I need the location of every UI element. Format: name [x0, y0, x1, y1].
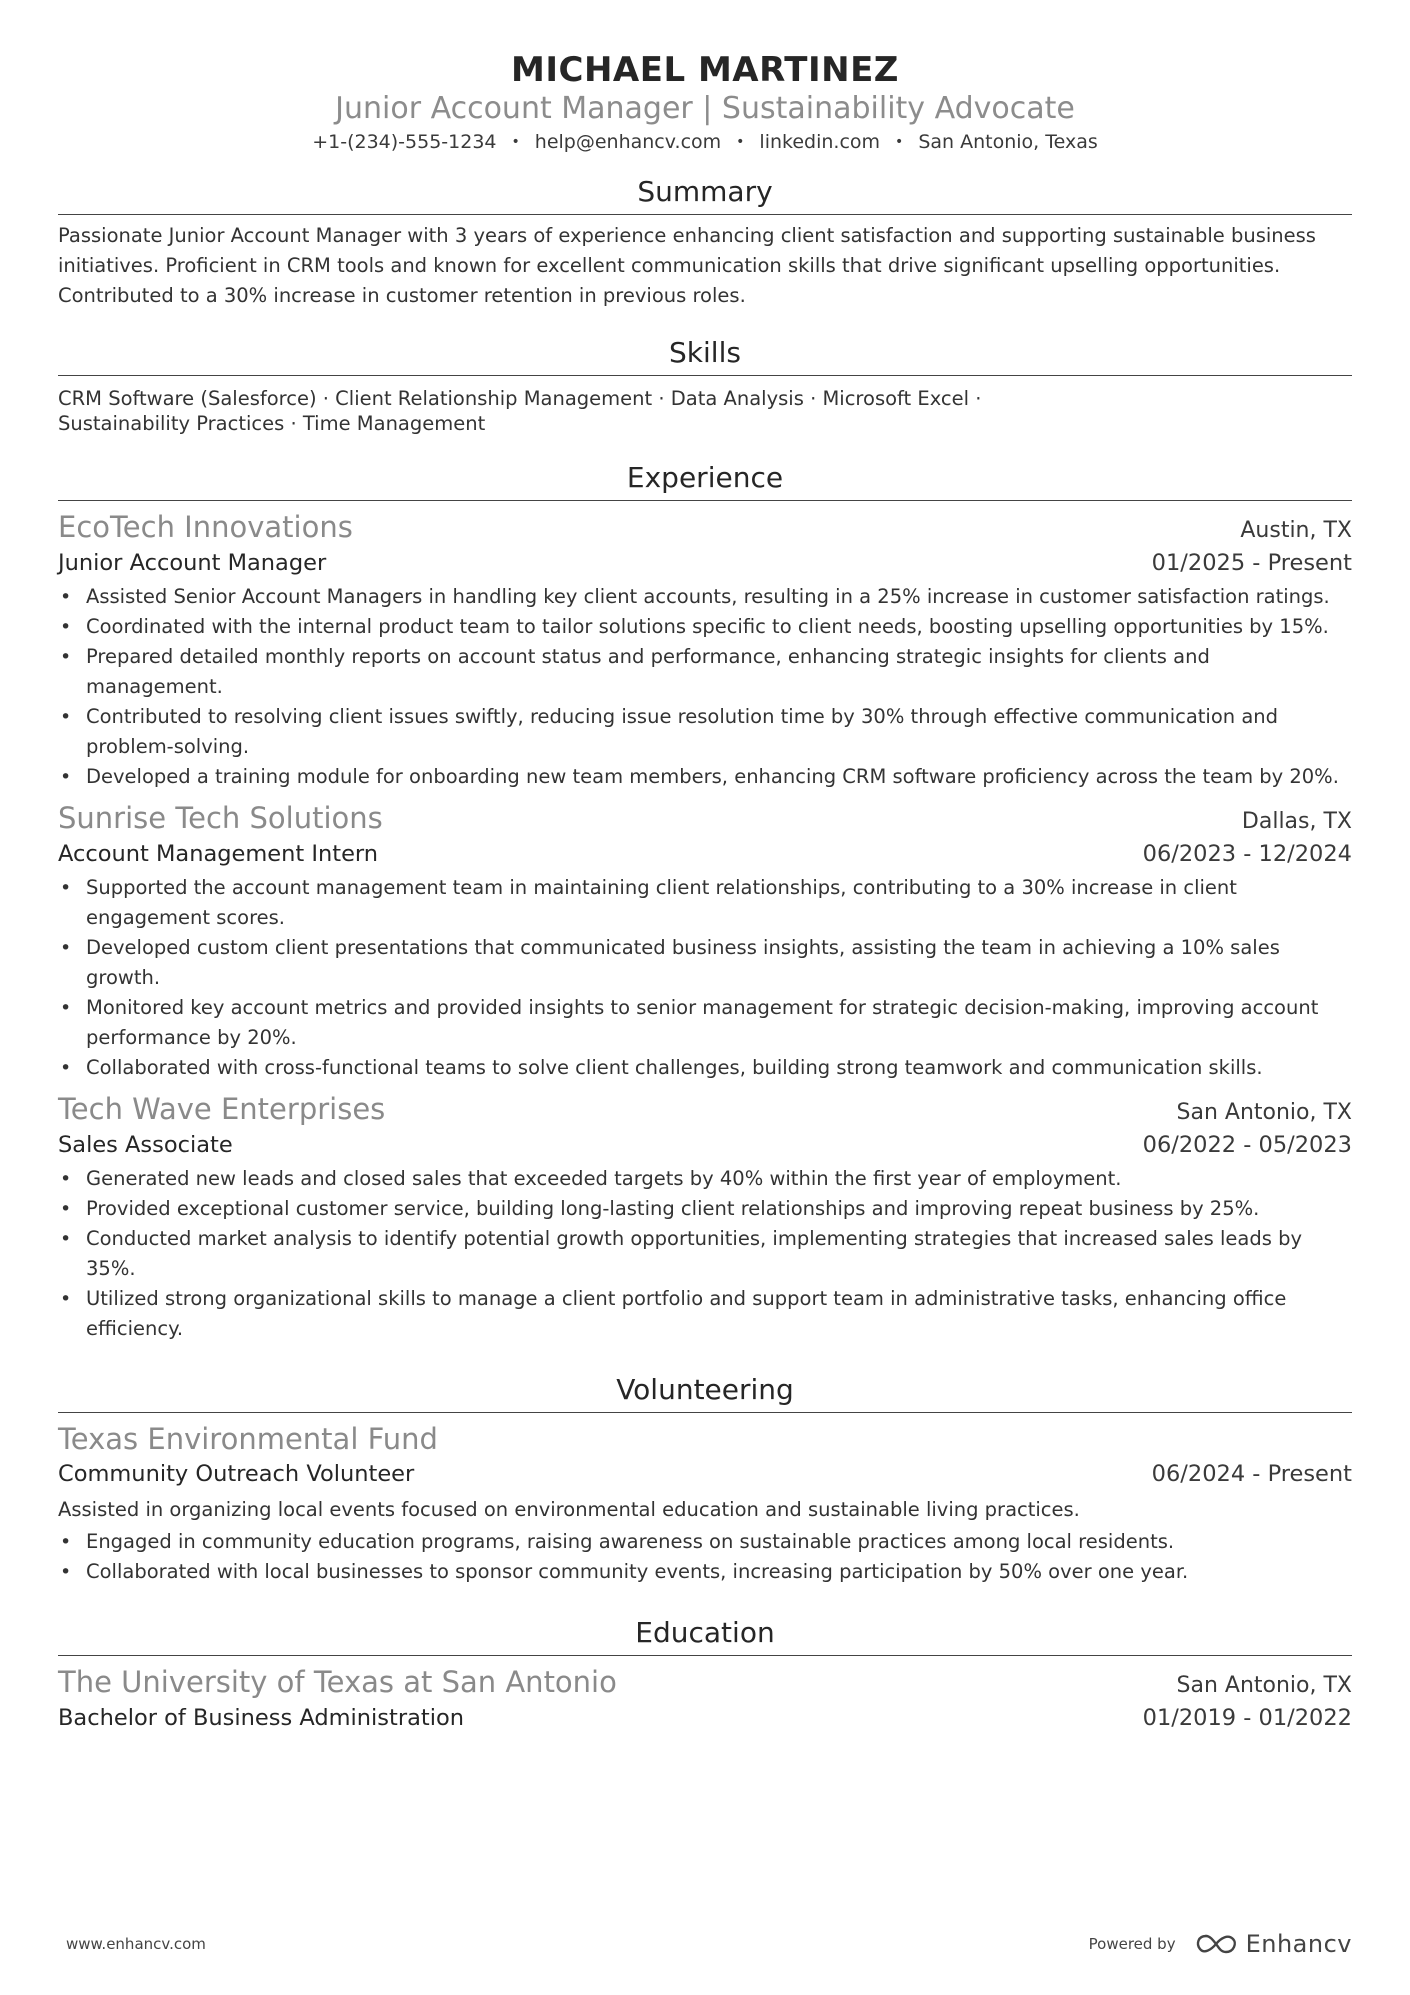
bullet-item: • Coordinated with the internal product team to tailor solutions specific to client needs, boosting upselling opportunities by 15%.: [58, 612, 1352, 642]
section-title-summary: Summary: [58, 174, 1352, 215]
job-title: Account Management Intern: [58, 841, 379, 867]
bullet-item: • Collaborated with cross-functional teams to solve client challenges, building strong teamwork and communication skills.: [58, 1053, 1352, 1083]
contact-line: [58, 129, 1352, 155]
bullet-item: • Collaborated with local businesses to sponsor community events, increasing participation by 50% over one year.: [58, 1557, 1352, 1587]
education-entry: [58, 1664, 1352, 1735]
bullet-separator: •: [511, 134, 520, 150]
enhancv-brand: Enhancv: [1245, 1930, 1352, 1958]
bullet-item: • Prepared detailed monthly reports on account status and performance, enhancing strategic insights for clients and management.: [58, 642, 1352, 702]
section-title-skills: Skills: [58, 335, 1352, 376]
company-name: Tech Wave Enterprises: [58, 1092, 386, 1126]
job-dates: 01/2025 - Present: [1151, 550, 1352, 576]
resume-page: [58, 0, 1352, 1995]
education-dates: 01/2019 - 01/2022: [1142, 1705, 1352, 1731]
bullet-item: • Monitored key account metrics and provided insights to senior management for strategic decision-making, improving account performance by 20%.: [58, 993, 1352, 1053]
bullet-item: • Supported the account management team in maintaining client relationships, contributing to a 30% increase in client engagement scores.: [58, 873, 1352, 933]
job-dates: 06/2023 - 12/2024: [1142, 841, 1352, 867]
job-dates: 06/2022 - 05/2023: [1142, 1132, 1352, 1158]
bullet-separator: •: [895, 134, 904, 150]
powered-by: [1089, 1930, 1352, 1958]
page-footer: [66, 1930, 1352, 1958]
bullet-list: [58, 873, 1352, 1083]
bullet-separator: •: [736, 134, 745, 150]
bullet-item: • Conducted market analysis to identify potential growth opportunities, implementing strategies that increased sales leads by 35%.: [58, 1224, 1352, 1284]
bullet-list: [58, 582, 1352, 792]
section-title-experience: Experience: [58, 460, 1352, 501]
company-name: Sunrise Tech Solutions: [58, 801, 383, 835]
powered-by-label: Powered by: [1088, 1935, 1176, 1953]
skills-text: CRM Software (Salesforce) · Client Relationship Management · Data Analysis · Microsoft Excel · Sustainability Practices · Time Management: [58, 387, 982, 435]
bullet-item: • Developed a training module for onboarding new team members, enhancing CRM software proficiency across the team by 20%.: [58, 762, 1352, 792]
bullet-item: • Provided exceptional customer service, building long-lasting client relationships and improving repeat business by 25%.: [58, 1194, 1352, 1224]
enhancv-logo-icon: [1194, 1932, 1238, 1956]
enhancv-logo[interactable]: [1194, 1930, 1352, 1958]
experience-entry: [58, 1091, 1352, 1344]
candidate-tagline: Junior Account Manager | Sustainability Advocate: [335, 91, 1075, 126]
school-location: San Antonio, TX: [1176, 1673, 1352, 1698]
job-title: Junior Account Manager: [58, 550, 327, 576]
section-title-volunteering: Volunteering: [58, 1372, 1352, 1413]
bullet-item: • Developed custom client presentations that communicated business insights, assisting the team in achieving a 10% sales growth.: [58, 933, 1352, 993]
job-location: San Antonio, TX: [1176, 1100, 1352, 1125]
volunteer-dates: 06/2024 - Present: [1151, 1461, 1352, 1487]
bullet-list: [58, 1527, 1352, 1587]
experience-entry: [58, 509, 1352, 792]
contact-location: San Antonio, Texas: [918, 131, 1098, 153]
job-location: Dallas, TX: [1241, 809, 1352, 834]
company-name: EcoTech Innovations: [58, 510, 353, 544]
summary-text: Passionate Junior Account Manager with 3 years of experience enhancing client satisfaction and supporting sustainable business initiatives. Proficient in CRM tools and known for excellent communication skills that drive significant upselling opportunities. Contributed to a 30% increase in customer retention in previous roles.: [58, 224, 1316, 307]
bullet-item: • Engaged in community education programs, raising awareness on sustainable practices among local residents.: [58, 1527, 1352, 1557]
bullet-item: • Contributed to resolving client issues swiftly, reducing issue resolution time by 30% through effective communication and problem-solving.: [58, 702, 1352, 762]
volunteer-role: Community Outreach Volunteer: [58, 1461, 415, 1487]
volunteer-description: Assisted in organizing local events focused on environmental education and sustainable living practices.: [58, 1498, 1080, 1521]
contact-linkedin[interactable]: linkedin.com: [759, 131, 881, 153]
bullet-list: [58, 1164, 1352, 1344]
degree-name: Bachelor of Business Administration: [58, 1705, 464, 1731]
job-location: Austin, TX: [1240, 518, 1352, 543]
resume-header: [58, 0, 1352, 155]
footer-url[interactable]: www.enhancv.com: [66, 1935, 206, 1953]
bullet-item: • Utilized strong organizational skills to manage a client portfolio and support team in administrative tasks, enhancing office efficiency.: [58, 1284, 1352, 1344]
contact-phone: +1-(234)-555-1234: [312, 131, 497, 153]
contact-email[interactable]: help@enhancv.com: [534, 131, 722, 153]
candidate-name: MICHAEL MARTINEZ: [511, 50, 899, 90]
volunteering-entry: [58, 1421, 1352, 1587]
experience-entry: [58, 800, 1352, 1083]
bullet-item: • Assisted Senior Account Managers in handling key client accounts, resulting in a 25% increase in customer satisfaction ratings.: [58, 582, 1352, 612]
organization-name: Texas Environmental Fund: [58, 1422, 438, 1456]
section-title-education: Education: [58, 1615, 1352, 1656]
school-name: The University of Texas at San Antonio: [58, 1665, 617, 1699]
bullet-item: • Generated new leads and closed sales that exceeded targets by 40% within the first year of employment.: [58, 1164, 1352, 1194]
job-title: Sales Associate: [58, 1132, 233, 1158]
